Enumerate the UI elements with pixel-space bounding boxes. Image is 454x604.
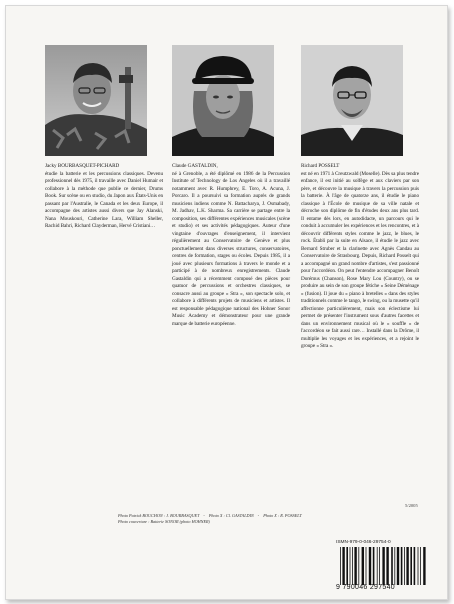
portrait-posselt-image [301, 45, 403, 156]
credit-separator: - [203, 513, 205, 518]
author-photo-bourbasquet [45, 45, 147, 156]
ismn-number: ISMN-979-0-046-29754-0 [336, 540, 391, 545]
cover-photo-credit: Photo couverture : Batterie SONOR (photo HOHNER) [118, 519, 210, 524]
author-photo-posselt [301, 45, 403, 156]
credit-separator: - [257, 513, 260, 518]
author-bio-bourbasquet [45, 163, 163, 231]
author-name: Richard POSSELT [301, 163, 340, 169]
photo-credits [118, 513, 448, 525]
author-bio-posselt [301, 163, 419, 351]
author-bio-text: né à Grenoble, a été diplômé en 1986 de la Percussion Institute of Technology de Los Angeles où il a travaillé notamment avec R. Humphrey, E. Toro, A. Acuna, J. Porcaro. Il a poursuivi sa formation auprès de grands musiciens indiens comme N. Battacharya, J. Osmabady, M. Jadhav, L.K. Sharma. Sa carrière se partage entre la composition, ses différentes expériences musicales (scène et studio) et ses activités pédagogiques. Auteur d'une vingtaine d'ouvrages d'enseignement, il intervient régulièrement au Conservatoire de Genève et plus ponctuellement dans diverses structures, conservatoires, centres de formation, stages ou écoles. Depuis 1985, il a joué avec plusieurs formations à travers le monde et a participé à de nombreux enregistrements. Claude Gastaldin qui a récemment composé des pièces pour quatuor de percussions et orchestres classiques, se consacre aussi au groupe « Stra », son spectacle solo, et collabore à différents projets de musiciens et artistes. Il est responsable pédagogique national des Hohner Sonor Music Academy et démonstrateur pour une grande marque de batterie européenne. [172, 170, 290, 327]
portrait-bourbasquet-image [45, 45, 147, 156]
barcode-digits: 9 790046 297540 [336, 584, 395, 591]
barcode-image [336, 547, 442, 585]
photo-credit: Photo X : R. POSSELT [263, 513, 302, 518]
portrait-gastaldin-image [172, 45, 274, 156]
author-bio-text: étudie la batterie et les percussions classiques. Devenu professionnel dès 1975, il travaille avec Daniel Humair et collabore à la méthode que publie ce dernier, Drums Book. Sur scène ou en studio, du Japon aux États-Unis en passant par l'Australie, le Canada et les deux Europe, il accompagne des artistes aussi divers que Jay Alanski, Nana Mouskouri, Catherine Lara, William Sheller, Rachid Bahri, Richard Clayderman, Hervé Cristiani… [45, 170, 163, 229]
photo-credit: Photo X : Cl. GASTALDIN [208, 513, 254, 518]
author-bio-gastaldin [172, 163, 290, 328]
author-name: Claude GASTALDIN, [172, 163, 218, 169]
edition-date: 5/2005 [405, 503, 418, 508]
author-bio-text: est né en 1971 à Creutzwald (Moselle). Dès sa plus tendre enfance, il est initié au solfège et aux claviers par son père, et découvre la musique à travers la percussion puis la batterie. À l'âge de quatorze ans, il étudie le piano classique à l'École de musique de sa ville natale et décroche son diplôme de fin d'études deux ans plus tard. Il entame dès lors, en autodidacte, un parcours qui le conduit à accumuler les expériences et les rencontres, et à découvrir différents styles comme le jazz, le blues, le rock. Établi par la suite en Alsace, il étudie le jazz avec Bernard Struber et la clarinette avec Agnès Candau au Conservatoire de Strasbourg. Depuis, Richard Posselt qui a accompagné un grand nombre d'artistes, s'est passionné pour l'accordéon. On peut l'entendre accompagner Benoît Dorémus (Chanson), Rose Mary Lou (Country), ou se produire au sein de son groupe fétiche « Seine Déménage » (fusion). Il joue du « piano à bretelles » dans des styles traditionnels comme le tango, le swing, ou la musette qu'il affectionne particulièrement, mais son éclectisme lui permet de présenter l'instrument sous d'autres facettes et dans un environnement musical où le « souffle » de l'accordéon se fait aussi rare… Installé dans la Drôme, il multiplie les voyages et les expériences, et a rejoint le groupe « Stra ». [301, 170, 419, 349]
barcode-block [336, 540, 442, 591]
photo-credit: Photo Patrick BOUCHON : J. BOURBASQUET [118, 513, 200, 518]
author-photo-gastaldin [172, 45, 274, 156]
author-column-2 [172, 45, 290, 328]
author-column-3 [301, 45, 419, 351]
author-name: Jacky BOURBASQUET-PICHARD [45, 163, 120, 169]
author-column-1 [45, 45, 163, 231]
book-back-cover [5, 5, 448, 600]
